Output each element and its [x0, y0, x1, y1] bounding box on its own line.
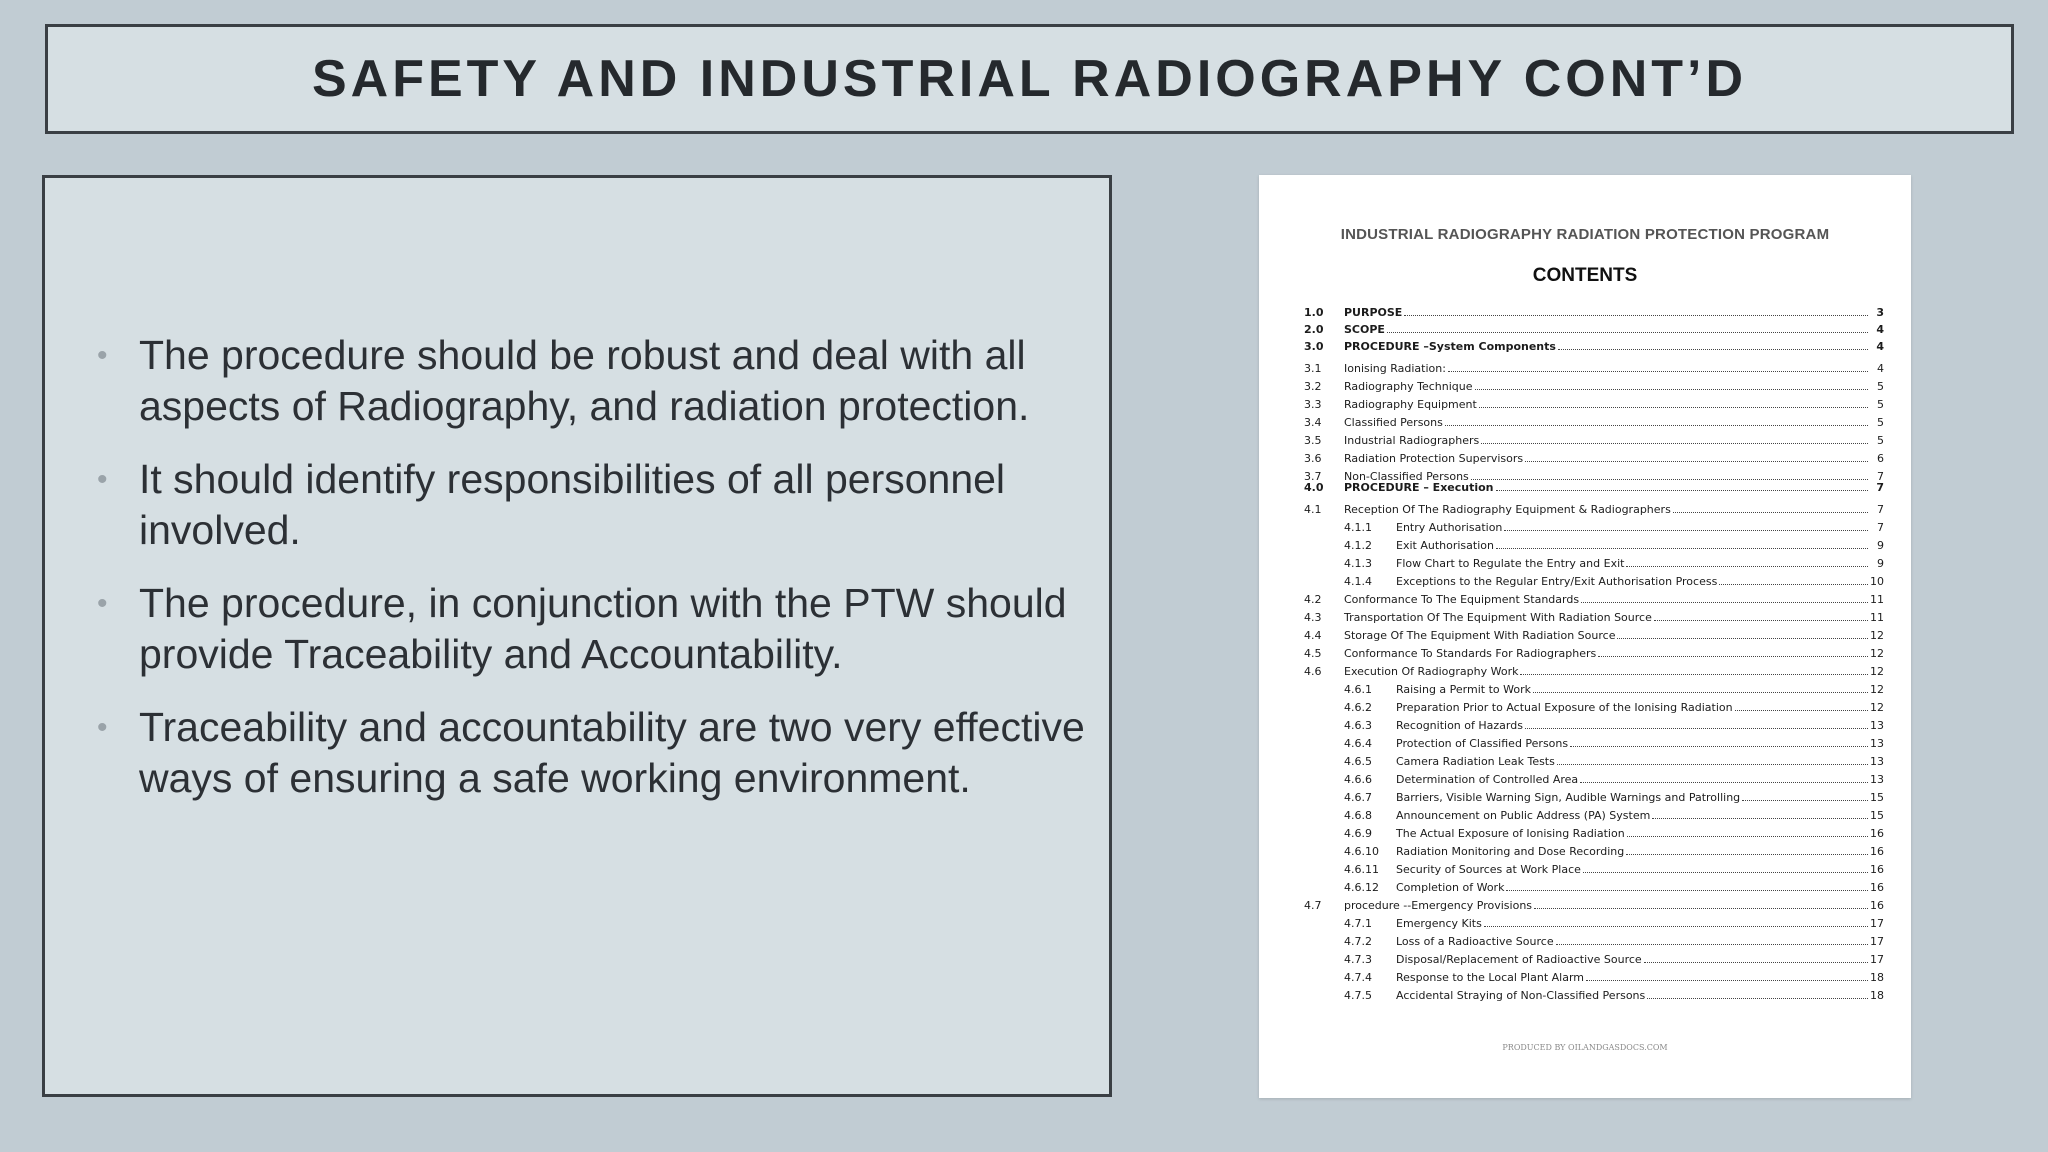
toc-page-number: 7: [1876, 481, 1884, 494]
toc-title: Non-Classified Persons: [1344, 470, 1469, 483]
bullet-text: The procedure, in conjunction with the PTW should provide Traceability and Accountability.: [139, 580, 1067, 677]
toc-number: 4.7: [1304, 899, 1322, 912]
toc-title: Classified Persons: [1344, 416, 1443, 429]
toc-title: PROCEDURE –System Components: [1344, 340, 1556, 353]
toc-title: Entry Authorisation: [1396, 521, 1503, 534]
toc-page-number: 13: [1870, 719, 1884, 732]
toc-number: 4.6.7: [1344, 791, 1372, 804]
toc-number: 4.1.4: [1344, 575, 1372, 588]
toc-leader-dots: [1581, 601, 1868, 603]
toc-number: 3.2: [1304, 380, 1322, 393]
toc-leader-dots: [1598, 655, 1868, 657]
toc-title: The Actual Exposure of Ionising Radiation: [1396, 827, 1625, 840]
title-banner: [45, 24, 2014, 134]
toc-leader-dots: [1627, 835, 1868, 837]
toc-row: [1304, 880, 1884, 895]
toc-title: Industrial Radiographers: [1344, 434, 1480, 447]
bullet-dot-icon: •: [97, 339, 108, 372]
bullet-list: [85, 330, 1099, 826]
toc-number: 4.3: [1304, 611, 1322, 624]
bullet-dot-icon: •: [97, 587, 108, 620]
toc-page-number: 5: [1877, 380, 1884, 393]
toc-page-number: 15: [1870, 791, 1884, 804]
toc-leader-dots: [1673, 511, 1868, 513]
contents-heading: CONTENTS: [1532, 265, 1638, 286]
bullet-dot-icon: •: [97, 463, 108, 496]
toc-leader-dots: [1556, 943, 1868, 945]
toc-number: 4.7.1: [1344, 917, 1372, 930]
toc-leader-dots: [1647, 997, 1868, 999]
toc-page-number: 13: [1870, 773, 1884, 786]
toc-row: [1304, 433, 1884, 448]
toc-title: Radiation Protection Supervisors: [1344, 452, 1524, 465]
toc-row: [1304, 556, 1884, 571]
toc-leader-dots: [1387, 331, 1868, 333]
toc-title: Accidental Straying of Non-Classified Persons: [1396, 989, 1646, 1002]
toc-number: 4.6.9: [1344, 827, 1372, 840]
toc-title: Response to the Local Plant Alarm: [1396, 971, 1584, 984]
toc-row: [1304, 970, 1884, 985]
toc-title: Determination of Controlled Area: [1396, 773, 1579, 786]
toc-page-number: 15: [1870, 809, 1884, 822]
toc-title: Loss of a Radioactive Source: [1396, 935, 1554, 948]
toc-page-number: 7: [1877, 503, 1884, 516]
toc-row: [1304, 718, 1884, 733]
toc-title: Disposal/Replacement of Radioactive Source: [1396, 953, 1642, 966]
toc-page-number: 11: [1870, 593, 1884, 606]
toc-number: 3.6: [1304, 452, 1322, 465]
toc-number: 4.6.4: [1344, 737, 1372, 750]
toc-page-number: 17: [1870, 935, 1884, 948]
toc-leader-dots: [1644, 961, 1868, 963]
toc-row: [1304, 754, 1884, 769]
toc-title: Storage Of The Equipment With Radiation Source: [1344, 629, 1616, 642]
toc-title: Conformance To Standards For Radiographers: [1344, 647, 1597, 660]
toc-row: [1304, 862, 1884, 877]
toc-number: 4.0: [1304, 481, 1324, 494]
toc-title: Preparation Prior to Actual Exposure of the Ionising Radiation: [1396, 701, 1733, 714]
toc-leader-dots: [1580, 781, 1868, 783]
toc-leader-dots: [1534, 907, 1868, 909]
toc-row: [1304, 898, 1884, 913]
toc-page-number: 7: [1877, 521, 1884, 534]
toc-row: [1304, 916, 1884, 931]
toc-number: 4.6.1: [1344, 683, 1372, 696]
toc-page-number: 12: [1870, 647, 1884, 660]
toc-number: 3.1: [1304, 362, 1322, 375]
toc-number: 3.3: [1304, 398, 1322, 411]
toc-page-number: 16: [1870, 845, 1884, 858]
toc-row: [1304, 322, 1884, 337]
toc-title: Flow Chart to Regulate the Entry and Exit: [1396, 557, 1625, 570]
toc-title: Ionising Radiation:: [1344, 362, 1446, 375]
toc-page-number: 7: [1877, 470, 1884, 483]
toc-page-number: 12: [1870, 665, 1884, 678]
toc-leader-dots: [1626, 565, 1868, 567]
toc-leader-dots: [1586, 979, 1868, 981]
toc-leader-dots: [1617, 637, 1868, 639]
toc-page-number: 9: [1877, 539, 1884, 552]
toc-number: 4.1: [1304, 503, 1322, 516]
toc-number: 4.7.4: [1344, 971, 1372, 984]
toc-number: 4.4: [1304, 629, 1322, 642]
toc-number: 4.2: [1304, 593, 1322, 606]
toc-title: Conformance To The Equipment Standards: [1344, 593, 1580, 606]
toc-number: 4.6.12: [1344, 881, 1379, 894]
toc-title: Radiography Equipment: [1344, 398, 1477, 411]
bullet-text: Traceability and accountability are two very effective ways of ensuring a safe working environment.: [139, 704, 1085, 801]
toc-title: Raising a Permit to Work: [1396, 683, 1531, 696]
toc-title: Completion of Work: [1396, 881, 1505, 894]
bullet-text: The procedure should be robust and deal with all aspects of Radiography, and radiation protection.: [139, 332, 1030, 429]
toc-leader-dots: [1479, 406, 1868, 408]
toc-page-number: 16: [1870, 827, 1884, 840]
toc-number: 4.6.8: [1344, 809, 1372, 822]
toc-title: Exceptions to the Regular Entry/Exit Authorisation Process: [1396, 575, 1718, 588]
toc-row: [1304, 736, 1884, 751]
toc-page-number: 18: [1870, 989, 1884, 1002]
toc-row: [1304, 952, 1884, 967]
toc-leader-dots: [1506, 889, 1868, 891]
toc-leader-dots: [1496, 489, 1868, 491]
toc-row: [1304, 520, 1884, 535]
bullet-item: [85, 454, 1099, 556]
toc-row: [1304, 502, 1884, 517]
toc-page-number: 6: [1877, 452, 1884, 465]
toc-leader-dots: [1448, 370, 1868, 372]
toc-row: [1304, 339, 1884, 354]
toc-row: [1304, 592, 1884, 607]
toc-number: 4.5: [1304, 647, 1322, 660]
toc-row: [1304, 361, 1884, 376]
toc-leader-dots: [1475, 388, 1868, 390]
toc-leader-dots: [1445, 424, 1868, 426]
toc-title: Radiation Monitoring and Dose Recording: [1396, 845, 1625, 858]
toc-row: [1304, 628, 1884, 643]
toc-page-number: 9: [1877, 557, 1884, 570]
toc-leader-dots: [1504, 529, 1868, 531]
toc-page-number: 17: [1870, 953, 1884, 966]
toc-title: Recognition of Hazards: [1396, 719, 1523, 732]
toc-leader-dots: [1525, 460, 1868, 462]
toc-number: 4.6.5: [1344, 755, 1372, 768]
contents-page-image: [1259, 175, 1911, 1098]
toc-row: [1304, 415, 1884, 430]
toc-title: Reception Of The Radiography Equipment & Radiographers: [1344, 503, 1671, 516]
toc-leader-dots: [1404, 314, 1868, 316]
toc-number: 3.5: [1304, 434, 1322, 447]
toc-title: Camera Radiation Leak Tests: [1396, 755, 1555, 768]
toc-page-number: 5: [1877, 416, 1884, 429]
toc-page-number: 4: [1876, 340, 1884, 353]
toc-page-number: 16: [1870, 899, 1884, 912]
toc-row: [1304, 772, 1884, 787]
toc-page-number: 17: [1870, 917, 1884, 930]
toc-title: PROCEDURE – Execution: [1344, 481, 1494, 494]
toc-leader-dots: [1525, 727, 1868, 729]
toc-row: [1304, 451, 1884, 466]
toc-number: 3.7: [1304, 470, 1322, 483]
toc-page-number: 5: [1877, 398, 1884, 411]
toc-leader-dots: [1496, 547, 1868, 549]
toc-title: Exit Authorisation: [1396, 539, 1494, 552]
toc-leader-dots: [1626, 853, 1868, 855]
toc-page-number: 3: [1876, 306, 1884, 319]
toc-number: 4.6.11: [1344, 863, 1379, 876]
toc-number: 4.7.5: [1344, 989, 1372, 1002]
bullet-text: It should identify responsibilities of all personnel involved.: [139, 456, 1006, 553]
toc-leader-dots: [1652, 817, 1868, 819]
toc-row: [1304, 844, 1884, 859]
toc-leader-dots: [1583, 871, 1868, 873]
slide-title: SAFETY AND INDUSTRIAL RADIOGRAPHY CONT’D: [311, 50, 1748, 108]
toc-number: 4.6.6: [1344, 773, 1372, 786]
toc-number: 4.7.2: [1344, 935, 1372, 948]
toc-number: 4.6.10: [1344, 845, 1379, 858]
toc-leader-dots: [1735, 709, 1868, 711]
toc-row: [1304, 574, 1884, 589]
toc-page-number: 12: [1870, 683, 1884, 696]
toc-page-number: 4: [1877, 362, 1884, 375]
toc-page-number: 13: [1870, 755, 1884, 768]
toc-title: SCOPE: [1344, 323, 1385, 336]
toc-page-number: 16: [1870, 863, 1884, 876]
toc-row: [1304, 664, 1884, 679]
toc-title: Protection of Classified Persons: [1396, 737, 1569, 750]
toc-number: 4.7.3: [1344, 953, 1372, 966]
toc-title: Barriers, Visible Warning Sign, Audible Warnings and Patrolling: [1396, 791, 1741, 804]
toc-title: PURPOSE: [1344, 306, 1403, 319]
toc-row: [1304, 646, 1884, 661]
document-header: INDUSTRIAL RADIOGRAPHY RADIATION PROTECTION PROGRAM: [1340, 226, 1830, 243]
toc-title: Announcement on Public Address (PA) System: [1396, 809, 1651, 822]
toc-row: [1304, 305, 1884, 320]
toc-leader-dots: [1570, 745, 1868, 747]
toc-row: [1304, 610, 1884, 625]
toc-number: 4.6: [1304, 665, 1322, 678]
toc-row: [1304, 682, 1884, 697]
toc-leader-dots: [1558, 348, 1868, 350]
bullet-dot-icon: •: [97, 711, 108, 744]
toc-leader-dots: [1484, 925, 1868, 927]
toc-title: Emergency Kits: [1396, 917, 1482, 930]
toc-number: 4.6.2: [1344, 701, 1372, 714]
toc-number: 3.0: [1304, 340, 1324, 353]
toc-row: [1304, 379, 1884, 394]
toc-page-number: 16: [1870, 881, 1884, 894]
toc-page-number: 13: [1870, 737, 1884, 750]
toc-leader-dots: [1654, 619, 1868, 621]
toc-leader-dots: [1533, 691, 1868, 693]
toc-page-number: 18: [1870, 971, 1884, 984]
bullet-item: [85, 578, 1099, 680]
toc-page-number: 12: [1870, 701, 1884, 714]
toc-leader-dots: [1557, 763, 1868, 765]
toc-title: procedure --Emergency Provisions: [1344, 899, 1533, 912]
toc-row: [1304, 397, 1884, 412]
toc-leader-dots: [1481, 442, 1868, 444]
toc-number: 1.0: [1304, 306, 1324, 319]
toc-number: 4.1.1: [1344, 521, 1372, 534]
toc-leader-dots: [1742, 799, 1868, 801]
toc-row: [1304, 790, 1884, 805]
toc-page-number: 11: [1870, 611, 1884, 624]
toc-page-number: 12: [1870, 629, 1884, 642]
toc-title: Transportation Of The Equipment With Radiation Source: [1344, 611, 1652, 624]
toc-leader-dots: [1520, 673, 1868, 675]
toc-leader-dots: [1719, 583, 1868, 585]
toc-page-number: 5: [1877, 434, 1884, 447]
toc-row: [1304, 826, 1884, 841]
toc-number: 2.0: [1304, 323, 1324, 336]
toc-title: Radiography Technique: [1344, 380, 1473, 393]
toc-row: [1304, 538, 1884, 553]
toc-number: 4.1.2: [1344, 539, 1372, 552]
toc-page-number: 4: [1876, 323, 1884, 336]
document-footer: PRODUCED BY OILANDGASDOCS.COM: [1502, 1043, 1668, 1052]
toc-row: [1304, 700, 1884, 715]
toc-row: [1304, 934, 1884, 949]
toc-row: [1304, 808, 1884, 823]
toc-number: 4.1.3: [1344, 557, 1372, 570]
bullet-item: [85, 330, 1099, 432]
bullet-panel: [42, 175, 1112, 1097]
toc-number: 3.4: [1304, 416, 1322, 429]
bullet-item: [85, 702, 1099, 804]
toc-number: 4.6.3: [1344, 719, 1372, 732]
toc-page-number: 10: [1870, 575, 1884, 588]
toc-title: Execution Of Radiography Work: [1344, 665, 1519, 678]
toc-title: Security of Sources at Work Place: [1396, 863, 1581, 876]
toc-row: [1304, 988, 1884, 1003]
toc-row: [1304, 480, 1884, 495]
